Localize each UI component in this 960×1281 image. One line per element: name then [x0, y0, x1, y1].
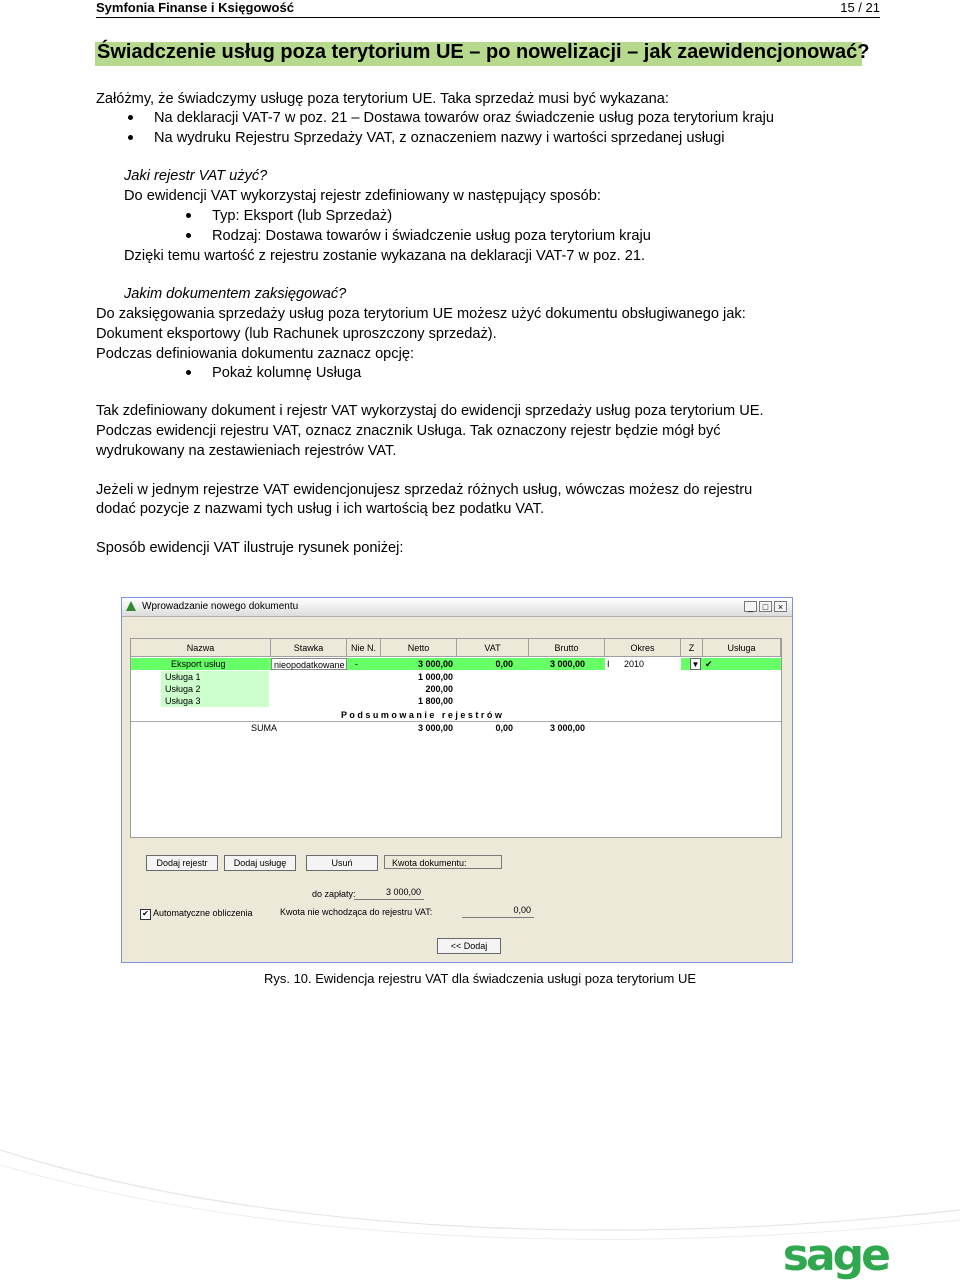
to-pay-label: do zapłaty:	[312, 889, 356, 899]
header-doc-title: Symfonia Finanse i Księgowość	[96, 0, 294, 15]
para2-line-2: dodać pozycje z nazwami tych usług i ich wartością bez podatku VAT.	[96, 501, 545, 517]
bullet-icon	[186, 370, 191, 375]
row-nazwa: Eksport usług	[171, 659, 226, 669]
section1-bullet-1: Typ: Eksport (lub Sprzedaż)	[212, 208, 393, 224]
header-divider	[96, 17, 880, 18]
section1-text: Do ewidencji VAT wykorzystaj rejestr zdefiniowany w następujący sposób:	[124, 188, 601, 204]
bullet-icon	[186, 213, 191, 218]
maximize-icon[interactable]: □	[759, 601, 772, 612]
sage-logo: sage	[782, 1230, 888, 1281]
close-icon[interactable]: ×	[774, 601, 787, 612]
window-titlebar	[122, 598, 792, 617]
para2-line-1: Jeżeli w jednym rejestrze VAT ewidencjonujesz sprzedaż różnych usług, wówczas możesz do rejestru	[96, 482, 753, 498]
minimize-icon[interactable]: _	[744, 601, 757, 612]
section2-line-2: Dokument eksportowy (lub Rachunek uproszczony sprzedaż).	[96, 326, 497, 342]
section2-line-3: Podczas definiowania dokumentu zaznacz opcję:	[96, 346, 415, 362]
amount-label: Kwota dokumentu:	[392, 858, 467, 868]
col-stawka[interactable]: Stawka	[271, 639, 347, 657]
delete-button[interactable]: Usuń	[306, 855, 378, 871]
header-page-number: 15 / 21	[840, 0, 880, 15]
section2-line-1: Do zaksięgowania sprzedaży usług poza terytorium UE możesz użyć dokumentu obsługiwanego jak:	[96, 306, 746, 322]
app-icon	[126, 601, 136, 611]
intro-bullet-2: Na wydruku Rejestru Sprzedaży VAT, z oznaczeniem nazwy i wartości sprzedanej usługi	[154, 130, 725, 146]
suma-netto: 3 000,00	[417, 723, 453, 733]
section2-question: Jakim dokumentem zaksięgować?	[124, 286, 347, 302]
not-included-label: Kwota nie wchodząca do rejestru VAT:	[280, 907, 433, 917]
para1-line-2: Podczas ewidencji rejestru VAT, oznacz znacznik Usługa. Tak oznaczony rejestr będzie mógł być	[96, 423, 721, 439]
entries-grid	[130, 638, 782, 838]
intro-bullet-1: Na deklaracji VAT-7 w poz. 21 – Dostawa towarów oraz świadczenie usług poza terytorium kraju	[154, 110, 774, 126]
subrow-nazwa: Usługa 2	[161, 683, 269, 695]
page-title: Świadczenie usług poza terytorium UE – po nowelizacji – jak zaewidencjonować?	[97, 41, 870, 63]
row-vat[interactable]: 0,00	[495, 659, 513, 669]
figure-caption: Rys. 10. Ewidencja rejestru VAT dla świadczenia usługi poza terytorium UE	[263, 971, 697, 986]
not-included-field[interactable]: 0,00	[462, 904, 534, 918]
subrow-nazwa: Usługa 1	[161, 671, 269, 683]
table-row[interactable]	[131, 695, 461, 707]
col-netto[interactable]: Netto	[381, 639, 457, 657]
bullet-icon	[186, 233, 191, 238]
suma-label: SUMA	[251, 723, 278, 733]
suma-vat: 0,00	[495, 723, 513, 733]
col-nie-n[interactable]: Nie N.	[347, 639, 381, 657]
col-vat[interactable]: VAT	[457, 639, 529, 657]
bullet-icon	[128, 135, 133, 140]
amount-field[interactable]	[384, 855, 502, 869]
row-okres[interactable]	[605, 658, 681, 670]
row-nie-n: -	[355, 659, 358, 669]
section2-bullet-1: Pokaż kolumnę Usługa	[212, 365, 362, 381]
para1-line-3: wydrukowany na zestawieniach rejestrów VAT.	[96, 443, 397, 459]
suma-row	[131, 721, 781, 734]
table-row[interactable]	[131, 671, 461, 683]
row-netto[interactable]: 3 000,00	[417, 659, 453, 669]
col-z[interactable]: Z	[681, 639, 703, 657]
col-brutto[interactable]: Brutto	[529, 639, 605, 657]
subrow-nazwa: Usługa 3	[161, 695, 269, 707]
subrow-netto[interactable]: 1 800,00	[417, 696, 453, 706]
subrow-netto[interactable]: 200,00	[425, 684, 453, 694]
add-register-button[interactable]: Dodaj rejestr	[146, 855, 218, 871]
to-pay-field[interactable]: 3 000,00	[354, 886, 424, 900]
table-row[interactable]	[131, 683, 461, 695]
row-brutto[interactable]: 3 000,00	[549, 659, 585, 669]
document-window	[121, 597, 793, 963]
usluga-checkmark-icon[interactable]: ✔	[705, 659, 713, 669]
intro-text: Załóżmy, że świadczymy usługę poza terytorium UE. Taka sprzedaż musi być wykazana:	[96, 91, 669, 107]
okres-prefix: I	[607, 659, 610, 669]
auto-calc-label: Automatyczne obliczenia	[153, 908, 253, 918]
subrow-netto[interactable]: 1 000,00	[417, 672, 453, 682]
okres-value: 2010	[624, 659, 645, 669]
auto-calc-checkbox[interactable]: ✔	[140, 909, 151, 920]
section1-after: Dzięki temu wartość z rejestru zostanie wykazana na deklaracji VAT-7 w poz. 21.	[124, 248, 645, 264]
para1-line-1: Tak zdefiniowany dokument i rejestr VAT wykorzystaj do ewidencji sprzedaży usług poza terytorium UE.	[96, 403, 764, 419]
section1-bullet-2: Rodzaj: Dostawa towarów i świadczenie usług poza terytorium kraju	[212, 228, 651, 244]
window-title: Wprowadzanie nowego dokumentu	[142, 601, 299, 612]
bullet-icon	[128, 115, 133, 120]
stawka-select[interactable]: nieopodatkowane	[271, 658, 347, 670]
suma-brutto: 3 000,00	[549, 723, 585, 733]
back-button[interactable]: << Dodaj	[437, 938, 501, 954]
para3: Sposób ewidencji VAT ilustruje rysunek poniżej:	[96, 540, 404, 556]
col-okres[interactable]: Okres	[605, 639, 681, 657]
add-service-button[interactable]: Dodaj usługę	[224, 855, 296, 871]
podsumowanie-label: P o d s u m o w a n i e r e j e s t r ó w	[341, 710, 502, 720]
section1-question: Jaki rejestr VAT użyć?	[124, 168, 268, 184]
table-row[interactable]	[131, 658, 781, 670]
chevron-down-icon[interactable]: ▼	[691, 660, 700, 669]
col-nazwa[interactable]: Nazwa	[131, 639, 271, 657]
col-usluga[interactable]: Usługa	[703, 639, 781, 657]
